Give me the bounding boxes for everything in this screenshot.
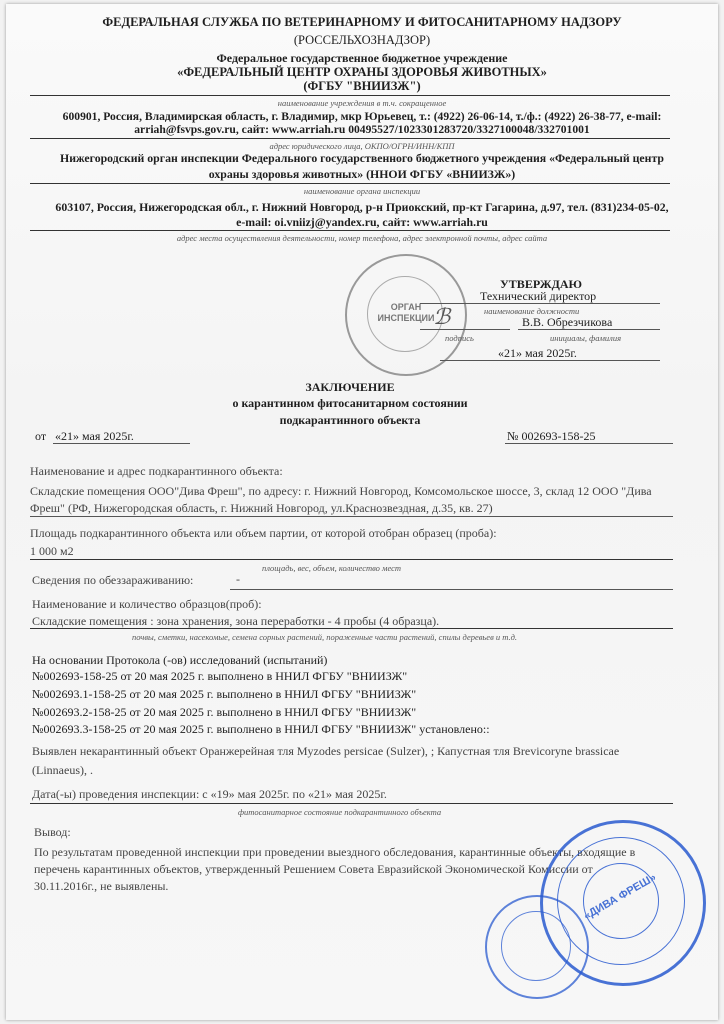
- approver-name: В.В. Обрезчикова: [522, 315, 613, 329]
- divider: [30, 559, 673, 560]
- institution-short: (ФГБУ "ВНИИЗЖ"): [303, 79, 421, 93]
- protocols-label: На основании Протокола (-ов) исследований (испытаний): [32, 653, 328, 667]
- protocol-item: №002693.2-158-25 от 20 мая 2025 г. выполнено в ННИЛ ФГБУ "ВНИИЗЖ": [32, 705, 417, 719]
- divider: [30, 803, 673, 804]
- activity-address-2: e-mail: oi.vniizj@yandex.ru, сайт: www.arriah.ru: [236, 215, 488, 229]
- samples-label: Наименование и количество образцов(проб):: [32, 597, 262, 611]
- caption: фитосанитарное состояние подкарантинного объекта: [238, 807, 442, 817]
- divider: [420, 329, 510, 330]
- company-stamp-secondary: [485, 895, 589, 999]
- area-value: 1 000 м2: [30, 544, 74, 558]
- approval-title: УТВЕРЖДАЮ: [500, 277, 583, 291]
- caption: наименование учреждения в т.ч. сокращенное: [277, 98, 447, 108]
- caption: подпись: [445, 333, 474, 343]
- institution-type: Федеральное государственное бюджетное учреждение: [216, 51, 508, 65]
- agency-name: ФЕДЕРАЛЬНАЯ СЛУЖБА ПО ВЕТЕРИНАРНОМУ И ФИТОСАНИТАРНОМУ НАДЗОРУ: [102, 15, 622, 29]
- divider: [53, 443, 190, 444]
- divider: [30, 628, 673, 629]
- divider: [518, 329, 660, 330]
- disinfection-value: -: [236, 572, 240, 586]
- document-date: «21» мая 2025г.: [55, 429, 134, 443]
- object-value-2: Фреш" (РФ, Нижегородская область, г. Нижний Новгород, ул.Краснозвездная, д.35, кв. 27): [30, 501, 493, 515]
- disinfection-label: Сведения по обеззараживанию:: [32, 573, 194, 587]
- approval-date: «21» мая 2025г.: [498, 346, 577, 360]
- divider: [230, 589, 673, 590]
- inspection-dates: Дата(-ы) проведения инспекции: с «19» мая 2025г. по «21» мая 2025г.: [32, 787, 387, 801]
- finding: Выявлен некарантинный объект Оранжерейная тля Myzodes persicae (Sulzer), ; Капустная тля Brevicoryne brassicae: [32, 744, 620, 758]
- inspection-seal: ОРГАН ИНСПЕКЦИИ: [345, 254, 467, 376]
- caption: инициалы, фамилия: [550, 333, 622, 343]
- divider: [505, 443, 673, 444]
- document-title: ЗАКЛЮЧЕНИЕ: [305, 380, 395, 394]
- area-label: Площадь подкарантинного объекта или объем партии, от которой отобран образец (проба):: [30, 526, 497, 540]
- object-label: Наименование и адрес подкарантинного объекта:: [30, 464, 283, 478]
- legal-address-2: arriah@fsvps.gov.ru, сайт: www.arriah.ru 00495527/1023301283720/3327100048/332701001: [134, 123, 590, 136]
- from-label: от: [35, 429, 47, 443]
- caption: наименование органа инспекции: [303, 186, 421, 196]
- activity-address: 603107, Россия, Нижегородская обл., г. Нижний Новгород, р-н Приокский, пр-кт Гагарина, д.97, тел. (831)234-05-02,: [55, 200, 669, 214]
- document-number: № 002693-158-25: [507, 429, 596, 443]
- document-subtitle-2: подкарантинного объекта: [279, 413, 421, 427]
- finding-2: (Linnaeus), .: [32, 763, 93, 777]
- protocol-item: №002693.3-158-25 от 20 мая 2025 г. выполнено в ННИЛ ФГБУ "ВНИИЗЖ" установлено::: [32, 722, 490, 736]
- conclusion-text: По результатам проведенной инспекции при проведении выездного обследования, карантинные объекты, входящие в: [34, 845, 636, 859]
- caption: наименование должности: [484, 306, 580, 316]
- agency-short: (РОССЕЛЬХОЗНАДЗОР): [293, 33, 431, 47]
- conclusion-text-2: перечень карантинных объектов, утвержденный Решением Совета Евразийской Экономической Комиссии от: [34, 862, 593, 876]
- document-subtitle: о карантинном фитосанитарном состоянии: [232, 396, 468, 410]
- approver-position: Технический директор: [480, 289, 597, 303]
- company-stamp: «ДИВА ФРЕШ»: [540, 820, 706, 986]
- conclusion-text-3: 30.11.2016г., не выявлены.: [34, 879, 169, 893]
- signature: ℬ: [433, 304, 451, 329]
- object-value: Складские помещения ООО"Дива Фреш", по адресу: г. Нижний Новгород, Комсомольское шоссе, 3, склад 12 ООО "Дива: [30, 484, 652, 498]
- caption: адрес юридического лица, ОКПО/ОГРН/ИНН/КПП: [269, 141, 455, 151]
- caption: почвы, сметки, насекомые, семена сорных растений, пораженные части растений, спилы деревьев и т.д.: [132, 632, 518, 642]
- inspection-body: Нижегородский орган инспекции Федерального государственного бюджетного учреждения «Федеральный центр: [60, 151, 664, 165]
- divider: [30, 516, 673, 517]
- legal-address: 600901, Россия, Владимирская область, г. Владимир, мкр Юрьевец, т.: (4922) 26-06-14, т./ф.: (4922) 26-38-77, e-mail:: [62, 110, 662, 123]
- conclusion-label: Вывод:: [34, 825, 71, 839]
- divider: [440, 360, 660, 361]
- samples-value: Складские помещения : зона хранения, зона переработки - 4 пробы (4 образца).: [32, 614, 440, 628]
- protocol-item: №002693-158-25 от 20 мая 2025 г. выполнено в ННИЛ ФГБУ "ВНИИЗЖ": [32, 669, 408, 683]
- institution-name: «ФЕДЕРАЛЬНЫЙ ЦЕНТР ОХРАНЫ ЗДОРОВЬЯ ЖИВОТНЫХ»: [177, 65, 547, 79]
- caption: адрес места осуществления деятельности, номер телефона, адрес электронной почты, адрес сайта: [176, 233, 548, 243]
- protocol-item: №002693.1-158-25 от 20 мая 2025 г. выполнено в ННИЛ ФГБУ "ВНИИЗЖ": [32, 687, 417, 701]
- caption: площадь, вес, объем, количество мест: [262, 563, 402, 573]
- inspection-body-2: охраны здоровья животных» (ННОИ ФГБУ «ВНИИЗЖ»): [208, 167, 516, 181]
